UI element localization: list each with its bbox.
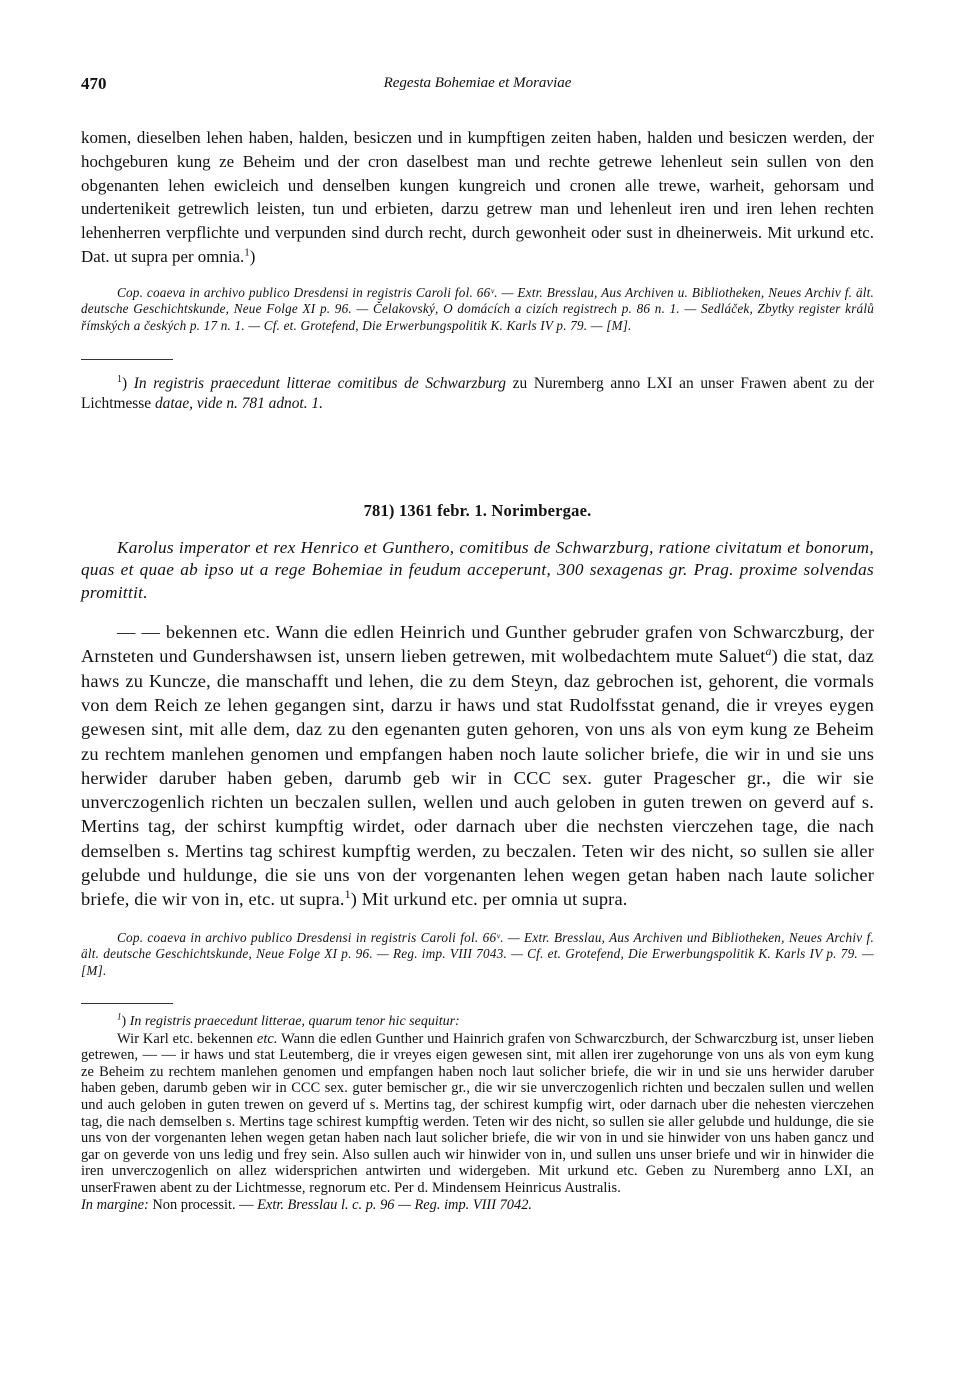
previous-document-body: komen, dieselben lehen haben, halden, besiczen und in kumpftigen zeiten haben, halden und besiczen werden, der hochgeburen kung ze Beheim und der cron daselbest man und rechte getrewe lehenleut sein sullen von den obgenanten lehen ewicleich und denselben kungen kungreich und cronen alle trewe, warheit, gehorsam und undertenikeit getrewlich leisten, tun und erbieten, darzu getrew man und lehenleut iren und iren lehen rechten lehenherren verpflichte und verpunden sind durch recht, durch gewonheit oder sust in dheinerweis. Mit urkund etc. Dat. ut supra per omnia.: [81, 128, 874, 266]
footnote-divider: [81, 359, 173, 360]
document-source: Cop. coaeva in archivo publico Dresdensi in registris Caroli fol. 66ᵛ. — Extr. Bresslau, Aus Archiven und Bibliotheken, Neues Archiv f. ält. deutsche Geschichtskunde, Neue Folge XI p. 96. — Reg. imp. VIII 7043. — Cf. et. Grotefend, Die Erwerbungspolitik K. Karls IV p. 79. — [M].: [81, 929, 874, 978]
footnote-text: Wir Karl etc. bekennen etc. Wann die edlen Gunther und Hainrich grafen von Schwarczburch, der Schwarczburg ist, unser lieben getrewen, — — ir haws und stat Leutemberg, die ir vreyes eigen gewesen sint, mit allen irer zugehorunge von uns als von eym kung ze Beheim zu rechtem manlehen genomen und empfangen haben noch laut solicher briefe, die wir in und sie uns herwider daruber haben geben, darumb geben wir in CCC sex. guter bemischer gr., die wir sie unverczogenlich richten und beczalen sullen und wellen und auch geloben in guten trewen on geverd uf s. Mertins tag, der schirest kumpfig wirt, oder darnach uber die nehesten vierczehen tag, die nach demselben s. Mertins tage schirest kumpftig werden. Teten wir des nicht, so sullen sie aller gelubde und huldunge, die sie uns von der vorgenanten lehen wegen getan haben nach laut solicher briefe, die wir von in und sie hinwider von uns haben gancz und gar on geverde von uns ledig und frey sein. Also sullen auch wir hinwider von in, und sullen uns unser briefe und wir in hinwider die iren unverczogenlich on allez widersprichen antwirten und widergeben. Mit urkund etc. Geben zu Nuremberg anno LXI, an unserFrawen abent zu der Lichtmesse, regnorum etc. Per d. Mindensem Heinricus Australis.: [81, 1030, 874, 1196]
footnote-reference: 1: [244, 246, 250, 259]
footnote-number: 1: [117, 1011, 122, 1022]
page: [81, 74, 874, 1213]
footnote-reference: 1: [344, 887, 351, 902]
document-text: — — bekennen etc. Wann die edlen Heinrich und Gunther gebruder grafen von Schwarczburg, der Arnsteten und Gundershawsen ist, unsern lieben getrewen, mit wolbedachtem mute Saluet$^a$) die stat, daz haws zu Kuncze, die manschafft und lehen, die zu dem Steyn, daz gebrochen ist, gehorent, die vormals von dem Reich ze lehen gegangen sint, darzu ir haws und stat Rudolfsstat genand, die ir vreyes eygen gewesen sint, mit alle dem, daz zu den egenanten guten gehoren, von uns als von eym kung ze Beheim zu rechtem manlehen genomen und empfangen haben noch laute solicher briefe, die wir in und sie uns herwider daruber haben geben, darumb geb wir in CCC sex. guter Pragescher gr., die wir sie unverczogenlich richten un beczalen sullen, wellen und auch geloben in guten trewen on geverd auf s. Mertins tag, der schirst kumpftig wirdet, oder darnach uber die nechsten vierczehen tage, die nach demselben s. Mertins tag schirest kumpftig werden, zu beczalen. Teten wir des nicht, so sullen sie aller gelubde und huldunge, die sie uns von der vorgenanten lehen wegen getan haben nach laute solicher briefe, die wir von in, etc. ut supra.$^1$) Mit urkund etc. per omnia ut supra.: [81, 622, 874, 910]
document-heading: 781) 1361 febr. 1. Norimbergae.: [363, 500, 592, 520]
textual-note-reference: a: [765, 644, 772, 659]
footnote-divider: [81, 1003, 173, 1004]
footnote-intro: $^1$) In registris praecedunt litterae, quarum tenor hic sequitur:: [117, 1011, 460, 1030]
running-title: Regesta Bohemiae et Moraviae: [383, 75, 572, 91]
previous-document-footnote: $^1$) In registris praecedunt litterae comitibus de Schwarzburg zu Nuremberg anno LXI an unser Frawen abent zu der Lichtmesse datae, vide n. 781 adnot. 1.: [81, 373, 874, 413]
margin-note: In margine: Non processit. — Extr. Bresslau l. c. p. 96 — Reg. imp. VIII 7042.: [81, 1196, 532, 1213]
page-number: 470: [81, 74, 107, 93]
footnote-number: 1: [117, 373, 122, 385]
page-header: [81, 74, 874, 106]
previous-document-text: komen, dieselben lehen haben, halden, besiczen und in kumpftigen zeiten haben, halden und besiczen werden, der hochgeburen kung ze Beheim und der cron daselbest man und rechte getrewe lehenleut sein sullen von den obgenanten lehen ewicleich und denselben kungen kungreich und cronen alle trewe, warheit, gehorsam und undertenikeit getrewlich leisten, tun und erbieten, darzu getrew man und lehenleut iren und iren lehen rechten lehenherren verpflichte und verpunden sind durch recht, durch gewonheit oder sust in dheinerweis. Mit urkund etc. Dat. ut supra per omnia.$^1$): [81, 128, 874, 266]
previous-document-source: Cop. coaeva in archivo publico Dresdensi in registris Caroli fol. 66ᵛ. — Extr. Bresslau, Aus Archiven u. Bibliotheken, Neues Archiv f. ält. deutsche Geschichtskunde, Neue Folge XI p. 96. — Čelakovský, O domácích a cizích registrech p. 86 n. 1. — Sedláček, Zbytky register králů římských a českých p. 17 n. 1. — Cf. et. Grotefend, Die Erwerbungspolitik K. Karls IV p. 79. — [M].: [81, 284, 874, 333]
regest-summary: Karolus imperator et rex Henrico et Gunthero, comitibus de Schwarzburg, ratione civitatum et bonorum, quas et quae ab ipso ut a rege Bohemiae in feudum acceperunt, 300 sexagenas gr. Prag. proxime solvendas promittit.: [81, 537, 874, 602]
